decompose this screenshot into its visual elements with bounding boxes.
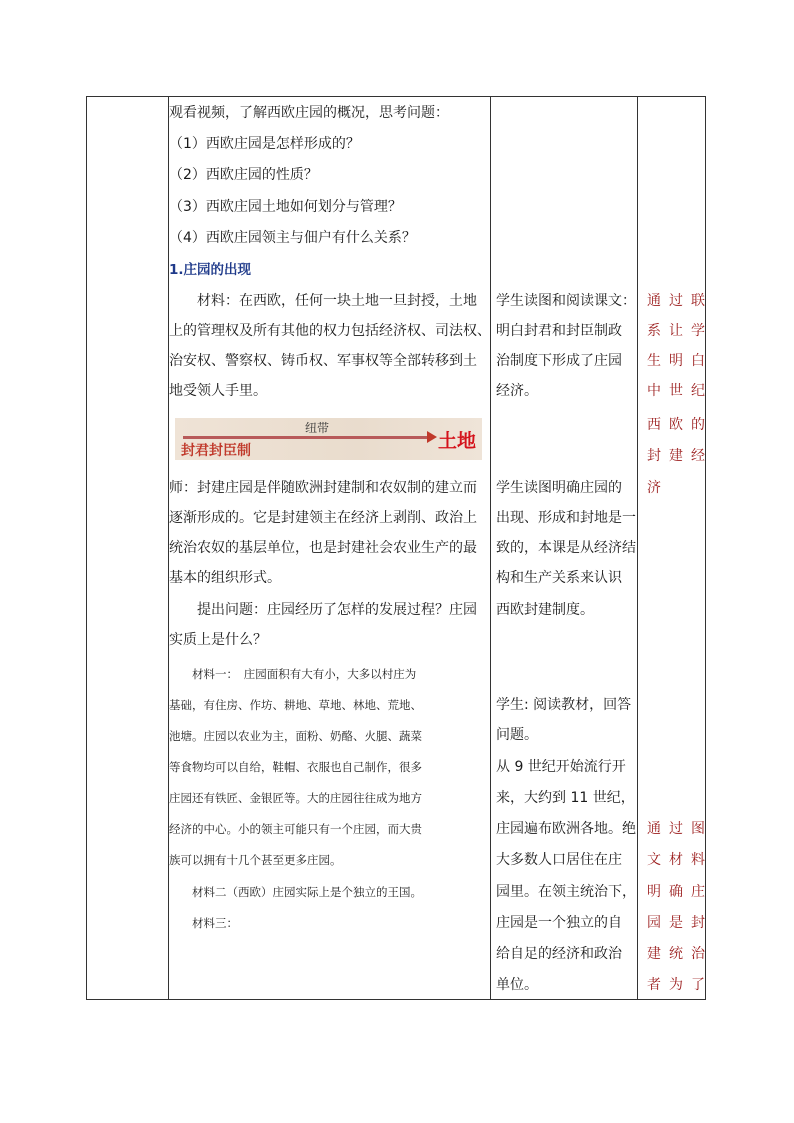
purpose-char: 封 xyxy=(691,915,705,931)
student-line: 构和生产关系来认识 xyxy=(496,570,622,586)
section-heading: 1.庄园的出现 xyxy=(169,262,252,278)
purpose-char: 建 xyxy=(669,448,683,464)
purpose-char: 经 xyxy=(691,448,705,464)
purpose-char: 系 xyxy=(647,323,661,339)
purpose-char: 料 xyxy=(691,852,705,868)
purpose-char: 明 xyxy=(669,353,683,369)
purpose-char: 生 xyxy=(647,353,661,369)
question-line: （1）西欧庄园是怎样形成的？ xyxy=(169,136,360,152)
purpose-char: 建 xyxy=(647,946,661,962)
feudal-bond-diagram xyxy=(175,418,482,460)
teacher-line: 基本的组织形式。 xyxy=(169,570,281,586)
purpose-char: 让 xyxy=(669,323,683,339)
purpose-line xyxy=(647,850,705,870)
student-line: 明白封君和封臣制政 xyxy=(496,323,622,339)
purpose-char: 过 xyxy=(669,821,683,837)
purpose-char: 封 xyxy=(647,448,661,464)
purpose-char: 学 xyxy=(691,323,705,339)
question-line: （3）西欧庄园土地如何划分与管理？ xyxy=(169,199,402,215)
purpose-char: 济 xyxy=(647,480,661,496)
student-line: 学生读图明确庄园的 xyxy=(496,480,622,496)
purpose-char: 过 xyxy=(669,293,683,309)
student-line: 庄园是一个独立的自 xyxy=(496,915,622,931)
arrow-right-icon xyxy=(427,431,437,443)
purpose-char: 通 xyxy=(647,821,661,837)
purpose-line xyxy=(647,415,705,435)
teacher-line: 统治农奴的基层单位，也是封建社会农业生产的最 xyxy=(169,540,477,556)
purpose-char: 庄 xyxy=(691,884,705,900)
student-line: 学生: 阅读教材，回答 xyxy=(496,697,632,713)
purpose-char: 欧 xyxy=(669,417,683,433)
material-line: 治安权、警察权、铸币权、军事权等全部转移到土 xyxy=(169,353,477,369)
purpose-char: 纪 xyxy=(691,383,705,399)
purpose-char: 为 xyxy=(669,977,683,993)
purpose-char: 图 xyxy=(691,821,705,837)
purpose-char: 明 xyxy=(647,884,661,900)
purpose-char: 通 xyxy=(647,293,661,309)
purpose-char: 园 xyxy=(647,915,661,931)
student-line: 致的，本课是从经济结 xyxy=(496,540,636,556)
material-three-line: 材料三： xyxy=(169,916,238,930)
student-line: 大多数人口居住在庄 xyxy=(496,852,622,868)
purpose-line xyxy=(647,913,705,933)
student-line: 庄园遍布欧洲各地。绝 xyxy=(496,821,636,837)
material-one-line: 族可以拥有十几个甚至更多庄园。 xyxy=(169,853,342,867)
purpose-line xyxy=(647,478,705,498)
teacher-line: 逐渐形成的。它是封建领主在经济上剥削、政治上 xyxy=(169,510,477,526)
student-line: 给自足的经济和政治 xyxy=(496,946,622,962)
purpose-line xyxy=(647,321,705,341)
purpose-char: 世 xyxy=(669,383,683,399)
student-line: 出现、形成和封地是一 xyxy=(496,510,636,526)
purpose-char: 统 xyxy=(669,946,683,962)
material-one-line: 经济的中心。小的领主可能只有一个庄园，而大贵 xyxy=(169,822,422,836)
purpose-line xyxy=(647,882,705,902)
purpose-char: 确 xyxy=(669,884,683,900)
question-line: （4）西欧庄园领主与佃户有什么关系？ xyxy=(169,230,416,246)
student-line: 经济。 xyxy=(496,383,538,399)
purpose-char: 是 xyxy=(669,915,683,931)
purpose-line xyxy=(647,291,705,311)
student-line: 治制度下形成了庄园 xyxy=(496,353,622,369)
purpose-char: 者 xyxy=(647,977,661,993)
lord-vassal-label: 封君封臣制 xyxy=(181,443,251,459)
material-one-line: 等食物均可以自给，鞋帽、衣服也自己制作，很多 xyxy=(169,760,422,774)
purpose-char: 材 xyxy=(669,852,683,868)
student-line: 从 9 世纪开始流行开 xyxy=(496,759,626,775)
teacher-line: 实质上是什么？ xyxy=(169,632,267,648)
student-line: 来，大约到 11 世纪， xyxy=(496,790,635,806)
purpose-line xyxy=(647,446,705,466)
material-one-line: 池塘。庄园以农业为主，面粉、奶酪、火腿、蔬菜 xyxy=(169,729,422,743)
material-line: 材料：在西欧，任何一块土地一旦封授，土地 xyxy=(169,293,477,309)
bond-label: 纽带 xyxy=(305,421,330,435)
question-line: （2）西欧庄园的性质？ xyxy=(169,167,318,183)
purpose-line xyxy=(647,944,705,964)
purpose-line xyxy=(647,975,705,995)
teacher-line: 师：封建庄园是伴随欧洲封建制和农奴制的建立而 xyxy=(169,480,477,496)
purpose-char: 中 xyxy=(647,383,661,399)
land-label: 土地 xyxy=(438,430,477,452)
purpose-char: 文 xyxy=(647,852,661,868)
student-line: 园里。在领主统治下， xyxy=(496,884,636,900)
material-line: 上的管理权及所有其他的权力包括经济权、司法权、 xyxy=(169,323,491,339)
purpose-char: 了 xyxy=(691,977,705,993)
arrow-shaft xyxy=(183,436,429,439)
material-line: 地受领人手里。 xyxy=(169,383,267,399)
column-divider xyxy=(637,97,638,999)
column-divider xyxy=(490,97,491,999)
purpose-char: 治 xyxy=(691,946,705,962)
intro-line: 观看视频，了解西欧庄园的概况，思考问题： xyxy=(169,105,449,121)
student-line: 学生读图和阅读课文： xyxy=(496,293,636,309)
purpose-line xyxy=(647,351,705,371)
lesson-table xyxy=(86,96,706,1000)
purpose-char: 西 xyxy=(647,417,661,433)
material-one-line: 庄园还有铁匠、金银匠等。大的庄园往往成为地方 xyxy=(169,791,422,805)
student-line: 西欧封建制度。 xyxy=(496,602,594,618)
purpose-char: 白 xyxy=(691,353,705,369)
purpose-line xyxy=(647,819,705,839)
student-line: 单位。 xyxy=(496,977,538,993)
student-line: 问题。 xyxy=(496,727,538,743)
material-two-line: 材料二（西欧）庄园实际上是个独立的王国。 xyxy=(169,885,422,899)
material-one-line: 材料一： 庄园面积有大有小，大多以村庄为 xyxy=(169,667,417,681)
purpose-line xyxy=(647,381,705,401)
teacher-line: 提出问题：庄园经历了怎样的发展过程？庄园 xyxy=(169,602,477,618)
purpose-char: 的 xyxy=(691,417,705,433)
purpose-char: 联 xyxy=(691,293,705,309)
material-one-line: 基础，有住房、作坊、耕地、草地、林地、荒地、 xyxy=(169,698,422,712)
